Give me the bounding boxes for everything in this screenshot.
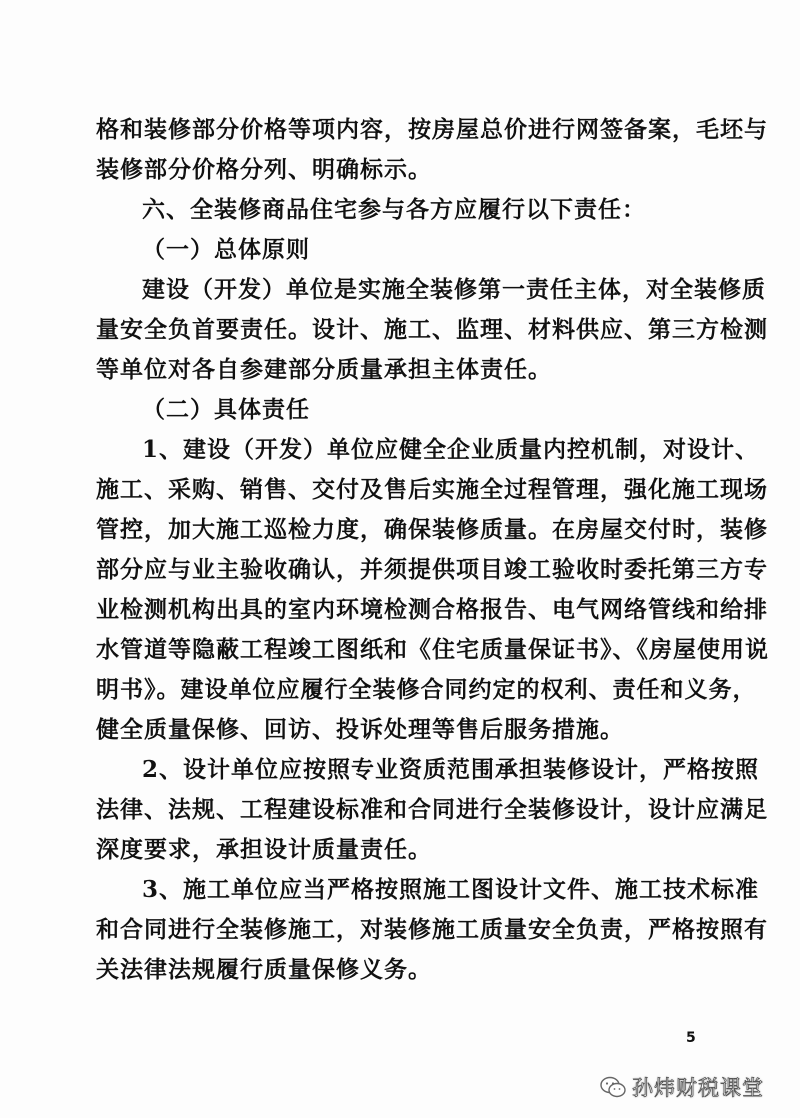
body-line: 和合同进行全装修施工，对装修施工质量安全负责，严格按照有 (96, 916, 768, 943)
subsection-heading: （一）总体原则 (142, 236, 310, 263)
watermark-text: 孙炜财税课堂 (632, 1076, 764, 1100)
watermark (600, 1072, 764, 1102)
section-heading: 六、全装修商品住宅参与各方应履行以下责任： (142, 196, 646, 223)
body-line: 格和装修部分价格等项内容，按房屋总价进行网签备案，毛坯与 (96, 116, 768, 143)
body-line: 健全质量保修、回访、投诉处理等售后服务措施。 (96, 716, 624, 743)
body-line: 部分应与业主验收确认，并须提供项目竣工验收时委托第三方专 (96, 556, 768, 583)
page-number: 5 (686, 1030, 696, 1046)
body-line: 3、施工单位应当严格按照施工图设计文件、施工技术标准 (142, 876, 760, 903)
body-line: 2、设计单位应按照专业资质范围承担装修设计，严格按照 (142, 756, 760, 783)
body-line: 深度要求，承担设计质量责任。 (96, 836, 432, 863)
body-line: 水管道等隐蔽工程竣工图纸和《住宅质量保证书》、《房屋使用说 (96, 636, 769, 663)
body-line: 装修部分价格分列、明确标示。 (96, 156, 432, 183)
body-line: 量安全负首要责任。设计、施工、监理、材料供应、第三方检测 (96, 316, 768, 343)
wechat-icon (600, 1076, 626, 1098)
body-line: 管控，加大施工巡检力度，确保装修质量。在房屋交付时，装修 (96, 516, 768, 543)
body-line: 明书》。建设单位应履行全装修合同约定的权利、责任和义务， (96, 676, 757, 703)
body-line: 建设（开发）单位是实施全装修第一责任主体，对全装修质 (142, 276, 766, 303)
subsection-heading: （二）具体责任 (142, 396, 310, 423)
body-line: 业检测机构出具的室内环境检测合格报告、电气网络管线和给排 (96, 596, 768, 623)
body-line: 1、建设（开发）单位应健全企业质量内控机制，对设计、 (142, 436, 760, 463)
body-line: 法律、法规、工程建设标准和合同进行全装修设计，设计应满足 (96, 796, 768, 823)
document-body (96, 110, 769, 990)
body-line: 施工、采购、销售、交付及售后实施全过程管理，强化施工现场 (96, 476, 768, 503)
body-line: 关法律法规履行质量保修义务。 (96, 956, 432, 983)
body-line: 等单位对各自参建部分质量承担主体责任。 (96, 356, 552, 383)
